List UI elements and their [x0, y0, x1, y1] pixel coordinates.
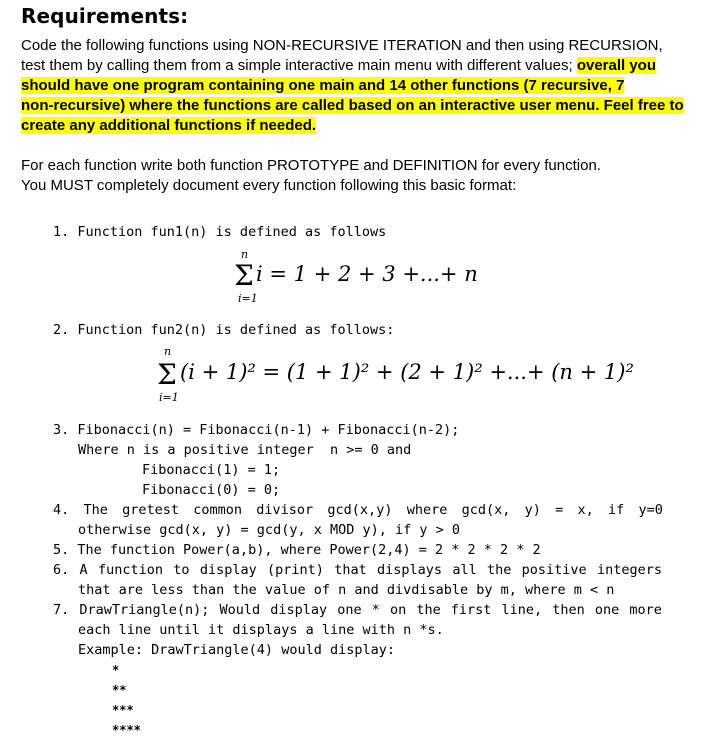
- item-7-line-2: each line until it displays a line with n *s.: [78, 622, 444, 638]
- justified-word: common: [193, 502, 243, 518]
- intro-highlight-line-3: should have one program containing one main and 14 other functions (7 recursive, 7: [21, 77, 625, 94]
- justified-word: Would: [219, 602, 261, 618]
- justified-word: the: [416, 602, 441, 618]
- item-7-line-1: [53, 600, 662, 620]
- item-6-line-1: [53, 560, 662, 580]
- formula-1-sigma: Σ: [234, 259, 254, 292]
- intro-line-3: [21, 76, 624, 96]
- doc-note-line-1: For each function write both function PROTOTYPE and DEFINITION for every function.: [21, 157, 601, 174]
- item-6-line-2: that are less than the value of n and divdisable by m, where m < n: [78, 582, 615, 598]
- triangle-row-2: **: [112, 683, 127, 697]
- justified-word: gcd(x,: [461, 502, 511, 518]
- intro-line-5: [21, 116, 316, 136]
- triangle-row-4: ****: [112, 723, 141, 737]
- page-heading: Requirements:: [21, 4, 189, 28]
- justified-word: display: [270, 602, 328, 618]
- justified-word: one: [337, 602, 362, 618]
- triangle-row-1: *: [112, 663, 120, 677]
- justified-word: y=0: [638, 502, 663, 518]
- justified-word: line,: [501, 602, 543, 618]
- justified-word: one: [594, 602, 620, 618]
- triangle-row-3: ***: [112, 703, 134, 717]
- justified-word: 7.: [53, 602, 70, 618]
- justified-word: displays: [377, 562, 443, 578]
- intro-highlight-line-5: create any additional functions if needed.: [21, 117, 317, 134]
- formula-2-sigma: Σ: [157, 358, 177, 391]
- justified-word: =: [555, 502, 564, 518]
- justified-word: (print): [267, 562, 324, 578]
- formula-2-upper-limit: n: [164, 345, 172, 358]
- justified-word: The: [83, 502, 108, 518]
- justified-word: gretest: [122, 502, 180, 518]
- formula-2-body: (i + 1)² = (1 + 1)² + (2 + 1)² +...+ (n + 1)²: [180, 360, 634, 384]
- intro-highlight-line-4: non-recursive) where the functions are called based on an interactive user menu. Feel free to: [21, 97, 684, 114]
- justified-word: if: [607, 502, 625, 518]
- justified-word: more: [629, 602, 662, 618]
- justified-word: 4.: [53, 502, 70, 518]
- justified-word: on: [389, 602, 407, 618]
- justified-word: display: [199, 562, 257, 578]
- justified-word: first: [450, 602, 492, 618]
- justified-word: 6.: [53, 562, 70, 578]
- justified-word: all: [452, 562, 477, 578]
- justified-word: *: [371, 602, 380, 618]
- formula-2-lower-limit: i=1: [159, 391, 179, 404]
- justified-word: integers: [596, 562, 662, 578]
- justified-word: to: [173, 562, 190, 578]
- item-4-line-2: otherwise gcd(x, y) = gcd(y, x MOD y), if y > 0: [78, 522, 461, 538]
- justified-word: the: [486, 562, 512, 578]
- item-2-text: 2. Function fun2(n) is defined as follows:: [53, 322, 395, 338]
- intro-highlight-start: overall you: [576, 57, 657, 74]
- justified-word: that: [334, 562, 367, 578]
- item-3-line-2: Where n is a positive integer n >= 0 and: [78, 442, 412, 458]
- formula-1-upper-limit: n: [241, 248, 249, 261]
- formula-1-body: i = 1 + 2 + 3 +...+ n: [256, 262, 478, 286]
- item-5-text: 5. The function Power(a,b), where Power(2,4) = 2 * 2 * 2 * 2: [53, 542, 541, 558]
- justified-word: gcd(x,y): [327, 502, 393, 518]
- doc-note-line-2: You MUST completely document every function following this basic format:: [21, 177, 517, 194]
- intro-line-4: [21, 96, 684, 116]
- item-3-line-3: Fibonacci(1) = 1;: [142, 462, 281, 478]
- item-3-line-4: Fibonacci(0) = 0;: [142, 482, 281, 498]
- item-4-line-1: [53, 500, 663, 520]
- justified-word: x,: [577, 502, 594, 518]
- intro-line-1: Code the following functions using NON-RECURSIVE ITERATION and then using RECURSION,: [21, 37, 663, 54]
- item-3-line-1: 3. Fibonacci(n) = Fibonacci(n-1) + Fibonacci(n-2);: [53, 422, 460, 438]
- justified-word: function: [97, 562, 163, 578]
- formula-1-lower-limit: i=1: [238, 292, 258, 305]
- justified-word: divisor: [256, 502, 314, 518]
- intro-line-2: [21, 56, 656, 76]
- intro-line-2-text: test them by calling them from a simple interactive main menu with different values;: [21, 57, 577, 74]
- justified-word: where: [406, 502, 448, 518]
- justified-word: A: [79, 562, 88, 578]
- item-1-text: 1. Function fun1(n) is defined as follows: [53, 224, 387, 240]
- item-7-line-3: Example: DrawTriangle(4) would display:: [78, 642, 395, 658]
- justified-word: positive: [521, 562, 587, 578]
- justified-word: then: [552, 602, 585, 618]
- justified-word: DrawTriangle(n);: [79, 602, 210, 618]
- justified-word: y): [524, 502, 541, 518]
